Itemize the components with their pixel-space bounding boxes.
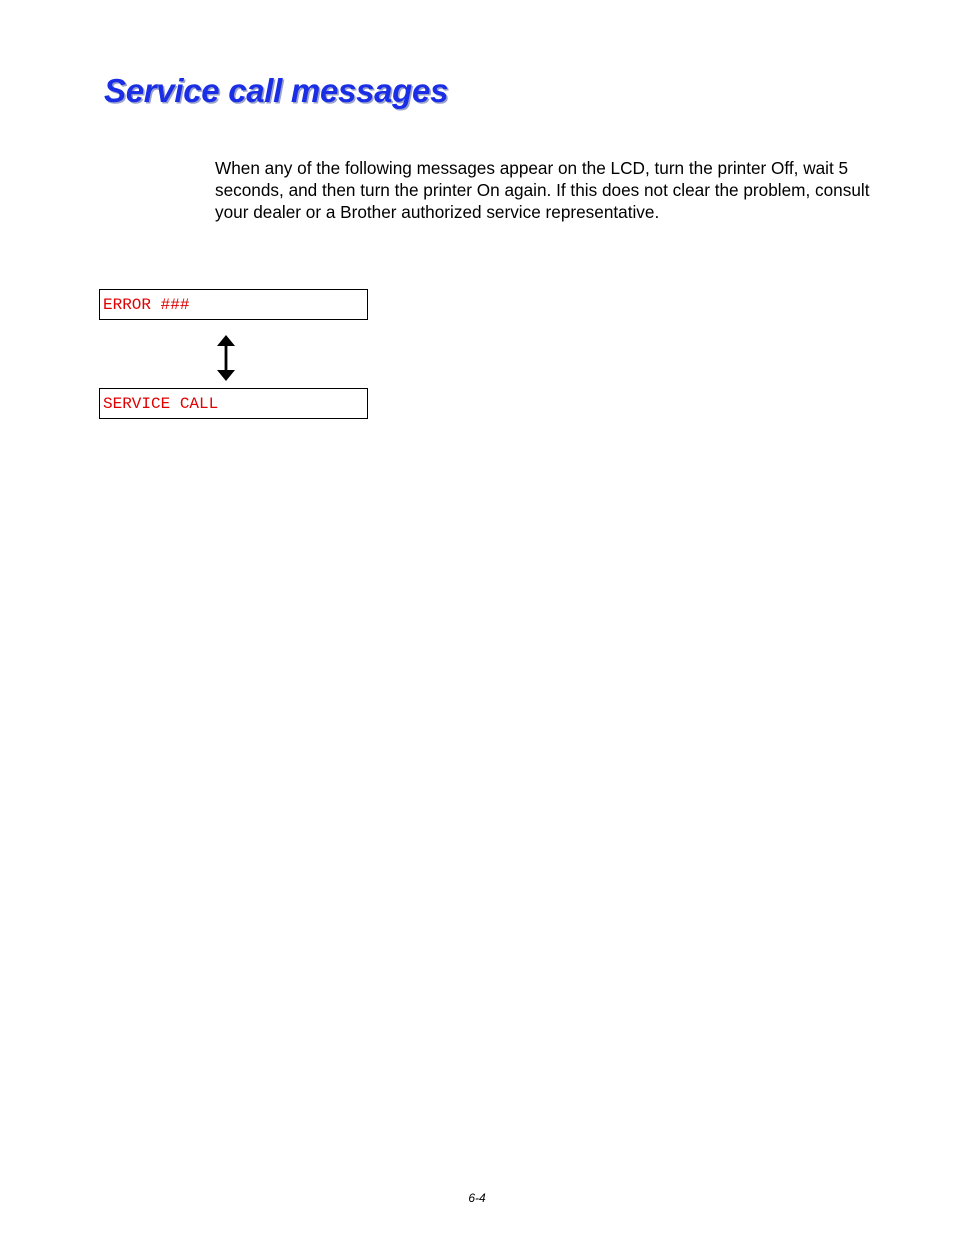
lcd-display-service-call: [99, 388, 368, 419]
lcd-display-error: [99, 289, 368, 320]
lcd-text-error: ERROR ###: [103, 296, 190, 314]
lcd-text-service-call: SERVICE CALL: [103, 395, 219, 413]
page-title: Service call messages: [104, 72, 449, 109]
page-number: 6-4: [468, 1191, 486, 1205]
double-arrow-vertical-icon: [216, 335, 236, 381]
intro-paragraph: When any of the following messages appear on the LCD, turn the printer Off, wait 5 seconds, and then turn the printer On again. If this does not clear the problem, consult your dealer or a Brother authorized service representative.: [215, 158, 870, 222]
